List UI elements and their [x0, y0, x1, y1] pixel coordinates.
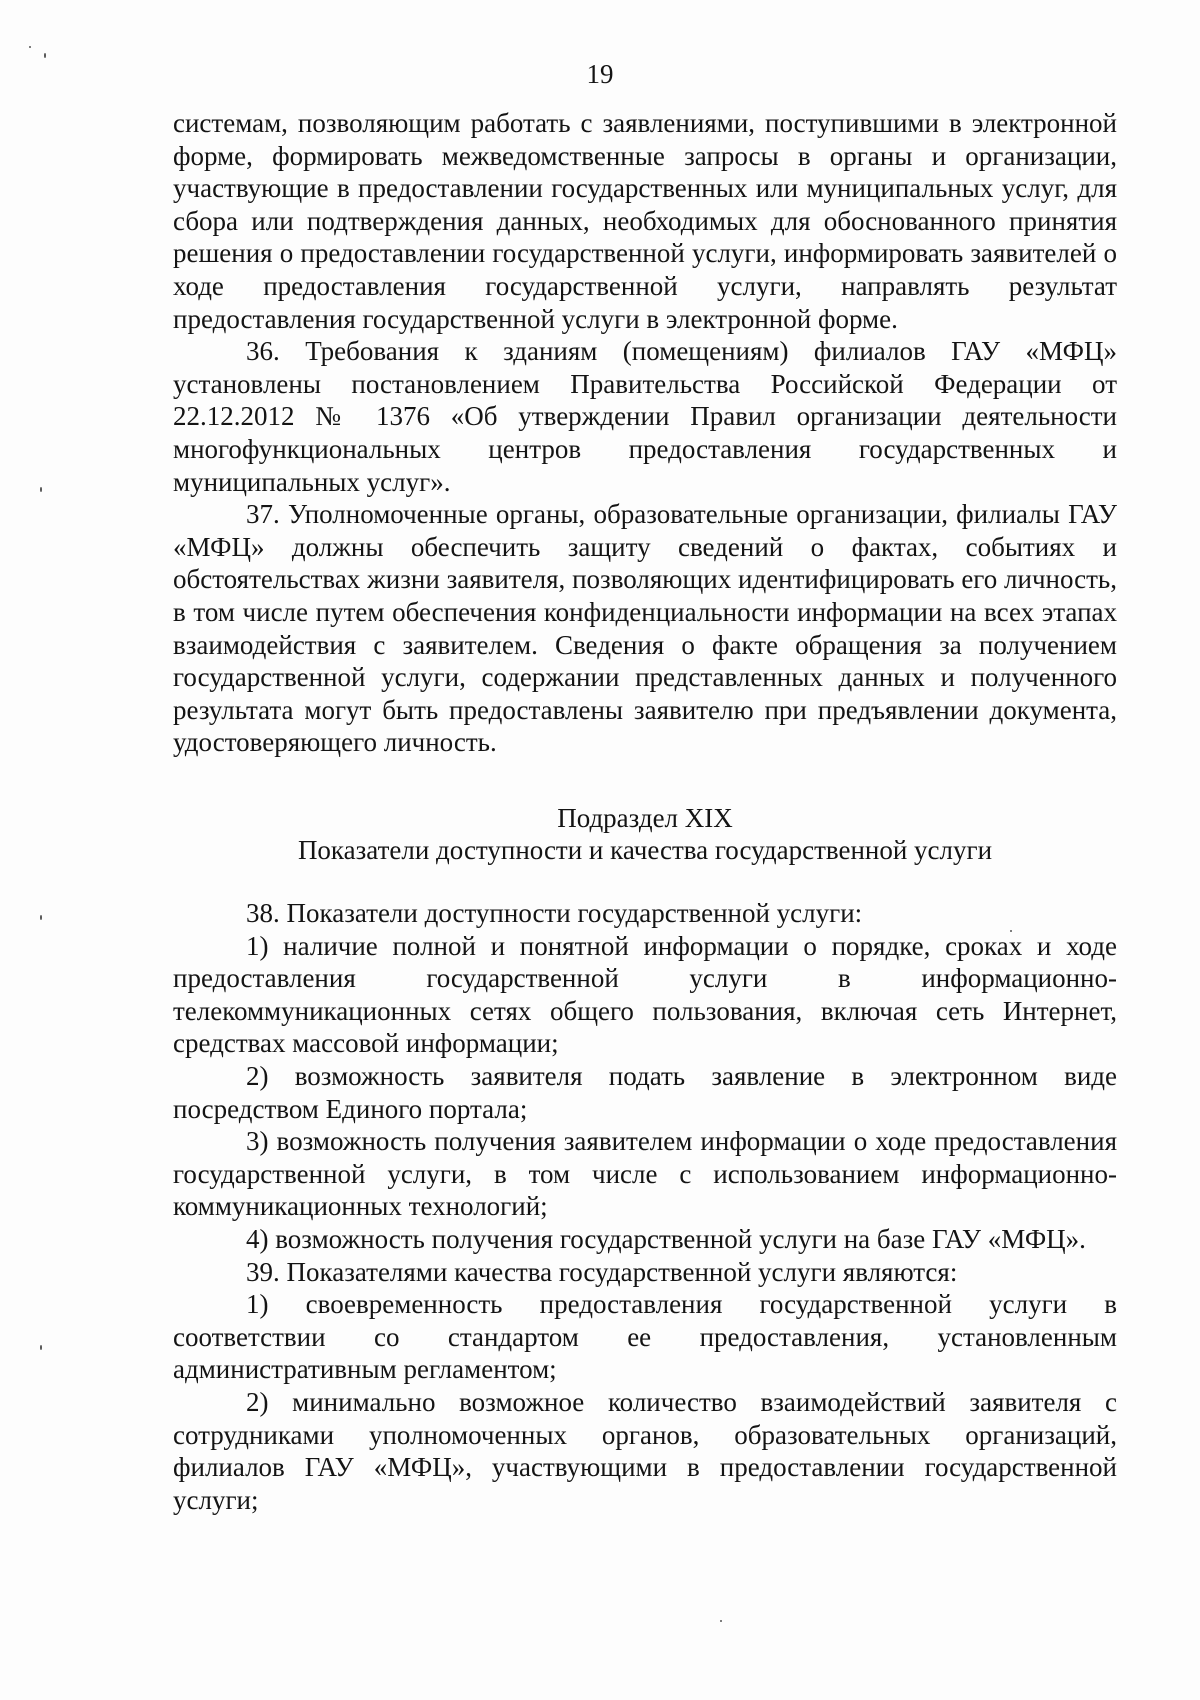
scan-speck	[40, 915, 42, 920]
scan-speck	[40, 487, 42, 492]
list-item: 2) возможность заявителя подать заявление в электронном виде посредством Единого портала;	[173, 1061, 1117, 1124]
scan-speck	[720, 1620, 722, 1622]
list-item: 3) возможность получения заявителем информации о ходе предоставления государственной услуги, в том числе с использованием информационно-коммуникационных технологий;	[173, 1126, 1117, 1222]
list-item: 2) минимально возможное количество взаимодействий заявителя с сотрудниками уполномоченных органов, образовательных организаций, филиалов ГАУ «МФЦ», участвующими в предоставлении государственной услуги;	[173, 1386, 1117, 1515]
scan-speck	[40, 1345, 42, 1350]
paragraph-37: 37. Уполномоченные органы, образовательные организации, филиалы ГАУ «МФЦ» должны обеспечить защиту сведений о фактах, событиях и обстоятельствах жизни заявителя, позволяющих идентифицировать его личность, в том числе путем обеспечения конфиденциальности информации на всех этапах взаимодействия с заявителем. Сведения о факте обращения за получением государственной услуги, содержании представленных данных и полученного результата могут быть предоставлены заявителю при предъявлении документа, удостоверяющего личность.	[173, 499, 1117, 758]
section-title: Показатели доступности и качества государственной услуги	[297, 835, 993, 866]
document-body	[173, 107, 1117, 1516]
paragraph-36: 36. Требования к зданиям (помещениям) филиалов ГАУ «МФЦ» установлены постановлением Правительства Российской Федерации от 22.12.2012 № 1376 «Об утверждении Правил организации деятельности многофункциональных центров предоставления государственных и муниципальных услуг».	[173, 336, 1117, 497]
section-heading	[173, 802, 1117, 867]
paragraph-39: 39. Показателями качества государственной услуги являются:	[246, 1256, 958, 1287]
list-item: 4) возможность получения государственной услуги на базе ГАУ «МФЦ».	[246, 1224, 1086, 1254]
scan-speck	[29, 46, 31, 48]
paragraph-38: 38. Показатели доступности государственной услуги:	[246, 898, 863, 929]
paragraph-continuation: системам, позволяющим работать с заявлениями, поступившими в электронной форме, формировать межведомственные запросы в органы и организации, участвующие в предоставлении государственных или муниципальных услуг, для сбора или подтверждения данных, необходимых для обоснованного принятия решения о предоставлении государственной услуги, информировать заявителей о ходе предоставления государственной услуги, направлять результат предоставления государственной услуги в электронной форме.	[173, 108, 1117, 334]
page-number: 19	[586, 59, 614, 89]
section-label: Подраздел XIX	[557, 802, 733, 833]
list-item: 1) своевременность предоставления государственной услуги в соответствии со стандартом ее предоставления, установленным административным регламентом;	[173, 1289, 1117, 1385]
list-item: 1) наличие полной и понятной информации о порядке, сроках и ходе предоставления государственной услуги в информационно-телекоммуникационных сетях общего пользования, включая сеть Интернет, средствах массовой информации;	[173, 930, 1117, 1059]
